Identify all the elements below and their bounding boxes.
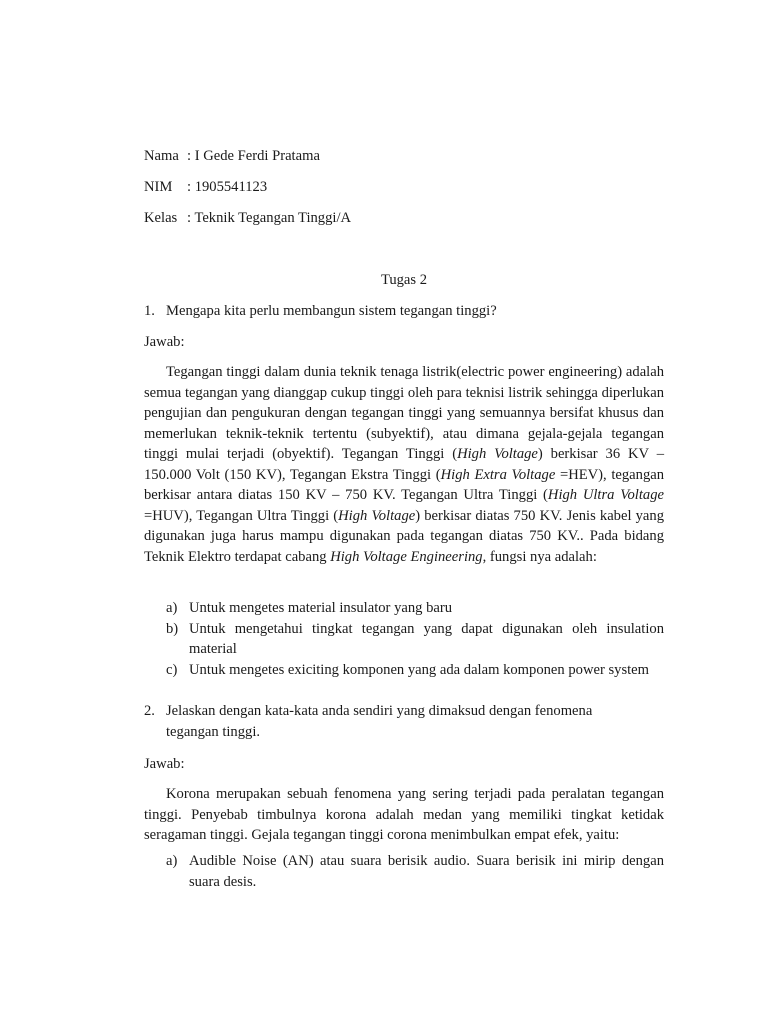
- identity-kelas-row: [144, 208, 351, 229]
- list-item-text: Untuk mengetes exiciting komponen yang ada dalam komponen power system: [189, 661, 650, 678]
- question-2-text: Jelaskan dengan kata-kata anda sendiri yang dimaksud dengan fenomena tegangan tinggi.: [166, 703, 593, 740]
- answer-2-label: Jawab:: [144, 756, 185, 772]
- identity-nama-row: [144, 146, 320, 167]
- answer-1-paragraph: Tegangan tinggi dalam dunia teknik tenaga listrik(electric power engineering) adalah semua tegangan yang dianggap cukup tinggi oleh para teknisi listrik sehingga diperlukan pengujian dan pengukuran dengan tegangan tinggi yang semuannya bersifat khusus dan memerlukan teknik-teknik tertentu (subyektif), atau dimana gejala-gejala tegangan tinggi mulai terjadi (obyektif). Tegangan Tinggi (High Voltage) berkisar 36 KV – 150.000 Volt (150 KV), Tegangan Ekstra Tinggi (High Extra Voltage =HEV), tegangan berkisar antara diatas 150 KV – 750 KV. Tegangan Ultra Tinggi (High Ultra Voltage =HUV), Tegangan Ultra Tinggi (High Voltage) berkisar diatas 750 KV. Jenis kabel yang digunakan juga harus mampu digunakan pada tegangan diatas 750 KV.. Pada bidang Teknik Elektro terdapat cabang High Voltage Engineering, fungsi nya adalah:: [144, 364, 665, 565]
- answer-2-list: [144, 851, 664, 892]
- list-item-text: Untuk mengetes material insulator yang baru: [189, 600, 453, 616]
- list-item-text: Untuk mengetahui tingkat tegangan yang dapat digunakan oleh insulation material: [189, 620, 664, 657]
- list-item-marker: a): [166, 600, 178, 616]
- document-page: [144, 0, 664, 1024]
- question-1-text: Mengapa kita perlu membangun sistem tegangan tinggi?: [166, 303, 497, 319]
- document-title: Tugas 2: [380, 272, 428, 288]
- list-item: [144, 851, 664, 892]
- nim-value: : 1905541123: [187, 179, 268, 195]
- nim-label: NIM: [144, 179, 173, 195]
- list-item-text: Audible Noise (AN) atau suara berisik audio. Suara berisik ini mirip dengan suara desis.: [189, 853, 664, 890]
- list-item: [144, 660, 664, 681]
- kelas-label: Kelas: [144, 210, 178, 226]
- list-item: [144, 598, 664, 619]
- question-2-number: 2.: [144, 703, 155, 719]
- answer-1-list: [144, 598, 664, 680]
- answer-2-paragraph: Korona merupakan sebuah fenomena yang sering terjadi pada peralatan tegangan tinggi. Penyebab timbulnya korona adalah medan yang memiliki tingkat ketidak seragaman tinggi. Gejala tegangan tinggi corona menimbulkan empat efek, yaitu:: [144, 786, 664, 843]
- list-item: [144, 619, 664, 660]
- nama-label: Nama: [144, 148, 179, 164]
- answer-1-label: Jawab:: [144, 334, 185, 350]
- kelas-value: : Teknik Tegangan Tinggi/A: [187, 210, 352, 226]
- nama-value: : I Gede Ferdi Pratama: [187, 148, 320, 164]
- question-1-number: 1.: [144, 303, 155, 319]
- list-item-marker: c): [166, 661, 178, 678]
- list-item-marker: b): [166, 620, 179, 637]
- list-item-marker: a): [166, 853, 178, 869]
- identity-nim-row: [144, 177, 267, 198]
